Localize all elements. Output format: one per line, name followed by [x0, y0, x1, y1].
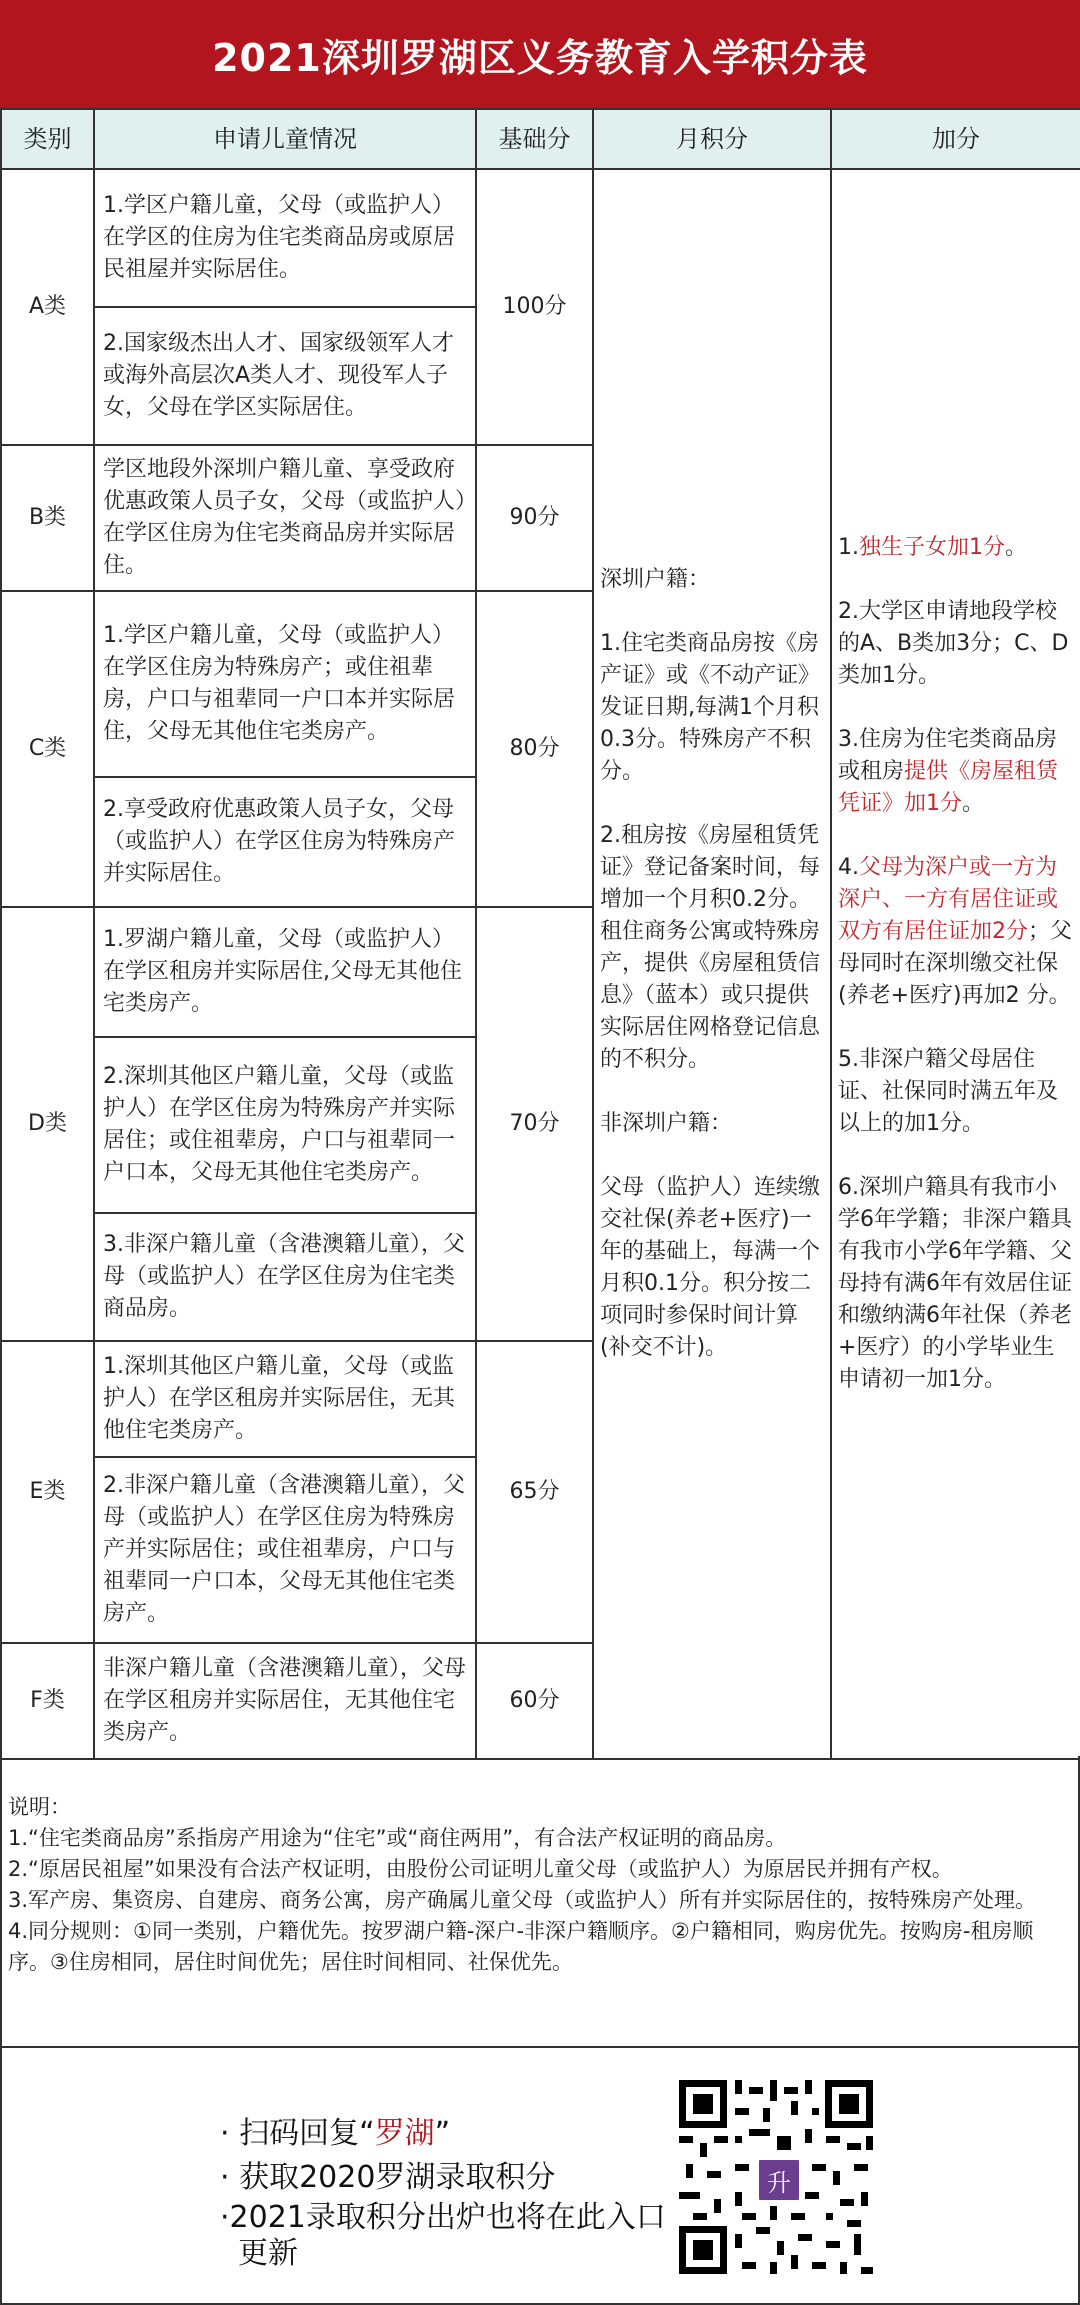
- note-3: 3.军产房、集资房、自建房、商务公寓，房产确属儿童父母（或监护人）所有并实际居住的，按特殊房产处理。: [8, 1888, 1037, 1912]
- monthly-non-shenzhen-heading: 非深圳户籍：: [600, 1111, 733, 1136]
- category-a-row-1: 1.学区户籍儿童，父母（或监护人）在学区的住房为住宅类商品房或原居民祖屋并实际居住。: [94, 169, 476, 307]
- bonus-rule-4: 4.父母为深户或一方为深户、一方有居住证或双方有居住证加2分；父母同时在深圳缴交社保(养老+医疗)再加2 分。: [838, 855, 1073, 1008]
- category-c-row-2: 2.享受政府优惠政策人员子女，父母（或监护人）在学区住房为特殊房产并实际居住。: [94, 777, 476, 907]
- header-situation: 申请儿童情况: [94, 109, 476, 169]
- header-base-score: 基础分: [476, 109, 593, 169]
- footer-promo: [0, 2046, 1080, 2305]
- qr-badge: 升: [756, 2157, 802, 2203]
- page-title: 2021深圳罗湖区义务教育入学积分表: [0, 0, 1080, 108]
- category-e-row-1: 1.深圳其他区户籍儿童，父母（或监护人）在学区租房并实际居住，无其他住宅类房产。: [94, 1341, 476, 1457]
- monthly-rule-1: 1.住宅类商品房按《房产证》或《不动产证》发证日期,每满1个月积0.3分。特殊房产不积分。: [600, 631, 821, 784]
- category-f-base: 60分: [476, 1643, 593, 1759]
- header-bonus: 加分: [831, 109, 1080, 169]
- notes-section: [0, 1756, 1080, 2046]
- bonus-rule-5: 5.非深户籍父母居住证、社保同时满五年及以上的加1分。: [838, 1047, 1059, 1136]
- notes-heading: 说明：: [8, 1795, 71, 1819]
- category-a-base: 100分: [476, 169, 593, 445]
- monthly-rule-2b: 租住商务公寓或特殊房产，提供《房屋租赁信息》（蓝本）或只提供实际居住网格登记信息的不积分。: [600, 919, 821, 1072]
- category-b-base: 90分: [476, 445, 593, 591]
- header-category: 类别: [1, 109, 94, 169]
- footer-line-1: · 扫码回复“罗湖”: [220, 2116, 451, 2151]
- monthly-shenzhen-heading: 深圳户籍：: [600, 567, 711, 592]
- category-d-row-3: 3.非深户籍儿童（含港澳籍儿童），父母（或监护人）在学区住房为住宅类商品房。: [94, 1213, 476, 1341]
- category-d-base: 70分: [476, 907, 593, 1341]
- note-1: 1.“住宅类商品房”系指房产用途为“住宅”或“商住两用”，有合法产权证明的商品房。: [8, 1826, 787, 1850]
- category-e-label: E类: [1, 1341, 94, 1643]
- qr-code[interactable]: [679, 2080, 873, 2274]
- category-d-row-2: 2.深圳其他区户籍儿童，父母（或监护人）在学区住房为特殊房产并实际居住；或住祖辈房，户口与祖辈同一户口本，父母无其他住宅类房产。: [94, 1037, 476, 1213]
- category-d-row-1: 1.罗湖户籍儿童，父母（或监护人）在学区租房并实际居住,父母无其他住宅类房产。: [94, 907, 476, 1037]
- category-c-base: 80分: [476, 591, 593, 907]
- bonus-cell: [831, 169, 1080, 1759]
- category-d-label: D类: [1, 907, 94, 1341]
- category-a-row-2: 2.国家级杰出人才、国家级领军人才或海外高层次A类人才、现役军人子女，父母在学区实际居住。: [94, 307, 476, 445]
- score-table: [0, 108, 1080, 1756]
- footer-line-3: ·2021录取积分出炉也将在此入口: [220, 2200, 666, 2235]
- category-a-label: A类: [1, 169, 94, 445]
- bonus-rule-1: 1.独生子女加1分。: [838, 535, 1028, 560]
- note-2: 2.“原居民祖屋”如果没有合法产权证明，由股份公司证明儿童父母（或监护人）为原居民并拥有产权。: [8, 1857, 953, 1881]
- category-e-base: 65分: [476, 1341, 593, 1643]
- category-b-row-1: 学区地段外深圳户籍儿童、享受政府优惠政策人员子女，父母（或监护人）在学区住房为住宅类商品房并实际居住。: [94, 445, 476, 591]
- monthly-score-cell: [593, 169, 831, 1759]
- category-c-row-1: 1.学区户籍儿童，父母（或监护人）在学区住房为特殊房产；或住祖辈房，户口与祖辈同一户口本并实际居住，父母无其他住宅类房产。: [94, 591, 476, 777]
- bonus-rule-6: 6.深圳户籍具有我市小学6年学籍；非深户籍具有我市小学6年学籍、父母持有满6年有效居住证和缴纳满6年社保（养老+医疗）的小学毕业生申请初一加1分。: [838, 1175, 1072, 1392]
- monthly-rule-3: 父母（监护人）连续缴交社保(养老+医疗)一年的基础上，每满一个月积0.1分。积分按二项同时参保时间计算(补交不计)。: [600, 1175, 821, 1360]
- monthly-rule-2: 2.租房按《房屋租赁凭证》登记备案时间，每增加一个月积0.2分。: [600, 823, 821, 912]
- category-b-label: B类: [1, 445, 94, 591]
- header-monthly-score: 月积分: [593, 109, 831, 169]
- bonus-rule-3: 3.住房为住宅类商品房或租房提供《房屋租赁凭证》加1分。: [838, 727, 1059, 816]
- note-4: 4.同分规则：①同一类别，户籍优先。按罗湖户籍-深户-非深户籍顺序。②户籍相同，购房优先。按购房-租房顺序。③住房相同，居住时间优先；居住时间相同、社保优先。: [8, 1919, 1034, 1974]
- bonus-rule-2: 2.大学区申请地段学校的A、B类加3分；C、D类加1分。: [838, 599, 1069, 688]
- category-f-label: F类: [1, 1643, 94, 1759]
- category-f-row-1: 非深户籍儿童（含港澳籍儿童），父母在学区租房并实际居住，无其他住宅类房产。: [94, 1643, 476, 1759]
- footer-line-4: 更新: [238, 2236, 298, 2271]
- category-c-label: C类: [1, 591, 94, 907]
- category-e-row-2: 2.非深户籍儿童（含港澳籍儿童），父母（或监护人）在学区住房为特殊房产并实际居住；或住祖辈房，户口与祖辈同一户口本，父母无其他住宅类房产。: [94, 1457, 476, 1643]
- footer-line-2: · 获取2020罗湖录取积分: [220, 2160, 556, 2195]
